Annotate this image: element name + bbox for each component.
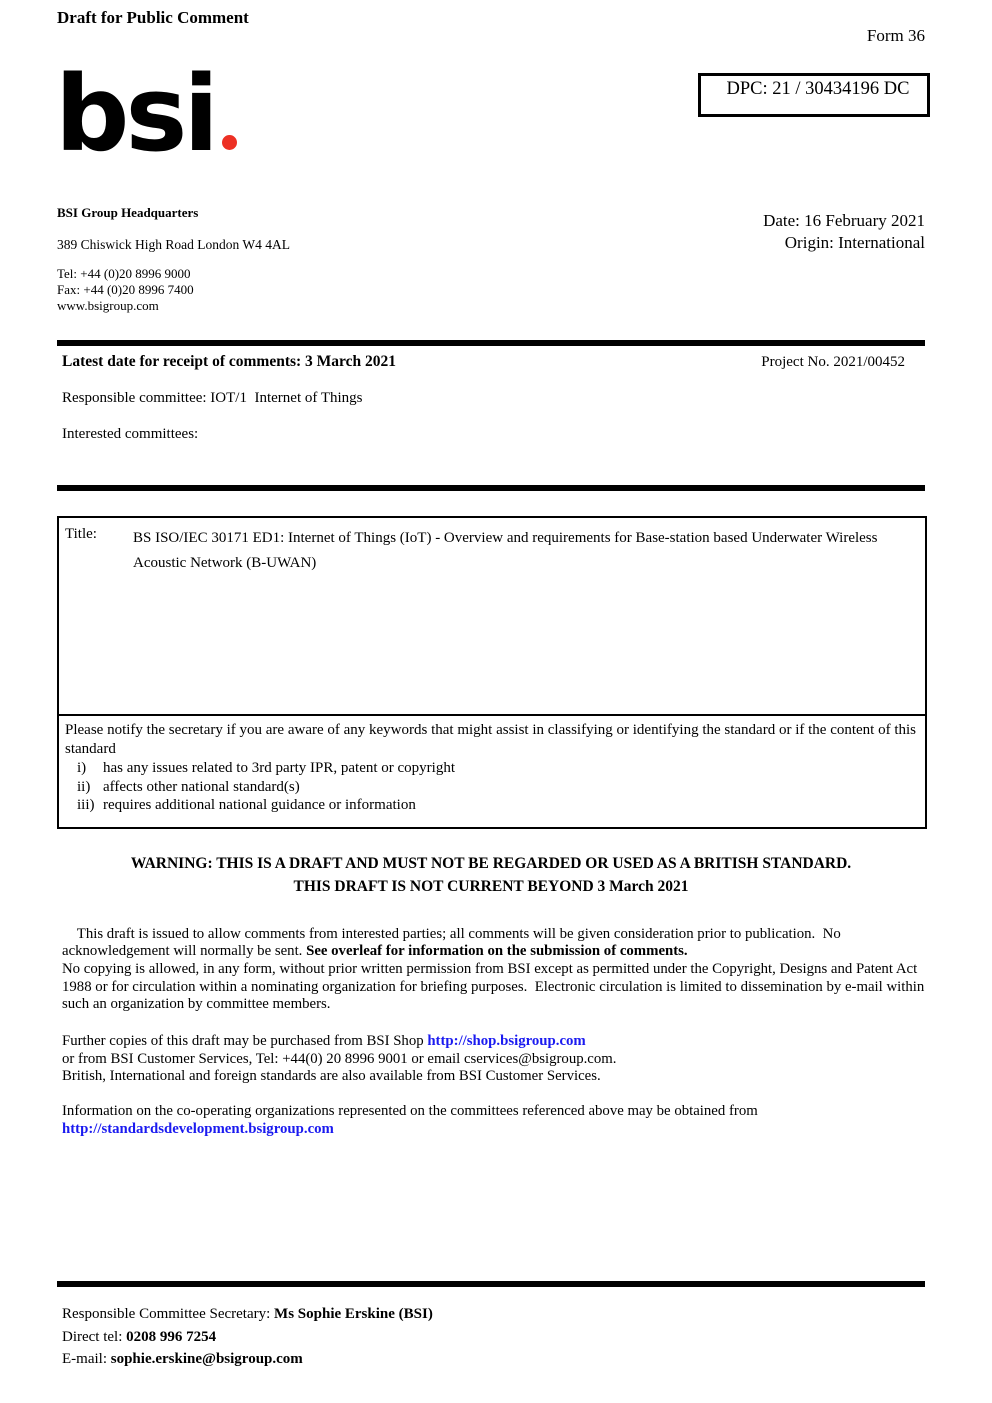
interested-committees: Interested committees: (62, 426, 199, 442)
project-number: Project No. 2021/00452 (761, 354, 905, 370)
list-item-number: i) (77, 760, 87, 776)
list-item (65, 796, 919, 815)
hq-fax: Fax: +44 (0)20 8996 7400 (57, 282, 194, 297)
horizontal-rule-top (57, 340, 925, 346)
notify-secretary-section (59, 714, 925, 827)
hq-tel: Tel: +44 (0)20 8996 9000 (57, 266, 191, 281)
paragraph-cooperating-orgs (62, 1103, 926, 1138)
date-origin-block (763, 210, 925, 254)
list-item-text: has any issues related to 3rd party IPR, patent or copyright (103, 760, 456, 776)
hq-website: www.bsigroup.com (57, 298, 159, 313)
standard-title: BS ISO/IEC 30171 ED1: Internet of Things (IoT) - Overview and requirements for Base-station based Underwater Wireless Acoustic Network (B-UWAN) (133, 530, 878, 571)
document-origin: Origin: International (784, 233, 925, 252)
comments-meta-row (57, 353, 925, 371)
horizontal-rule-middle (57, 485, 925, 491)
form-number: Form 36 (866, 26, 925, 45)
bsi-logo-dot-icon (222, 135, 237, 150)
notify-items (65, 759, 919, 815)
bsi-shop-link[interactable]: http://shop.bsigroup.com (427, 1033, 586, 1049)
footer-contact-block (62, 1303, 433, 1371)
see-overleaf-note: See overleaf for information on the submission of comments. (306, 943, 688, 960)
paragraph-no-copying: No copying is allowed, in any form, without prior written permission from BSI except as permitted under the Copyright, Designs and Patent Act 1988 or for circulation within a nominating organization for briefing purposes. Electronic circulation is limited to dissemination by e-mail within such an organization by committee members. (62, 961, 928, 1013)
email-label: E-mail: (62, 1351, 111, 1367)
further-copies-text: Further copies of this draft may be purchased from BSI Shop (62, 1033, 428, 1049)
dpc-number: DPC: 21 / 30434196 DC (726, 79, 910, 99)
list-item-number: ii) (77, 778, 91, 795)
secretary-name: Ms Sophie Erskine (BSI) (274, 1306, 433, 1322)
responsible-committee: Responsible committee: IOT/1 Internet of Things (62, 390, 363, 406)
horizontal-rule-bottom (57, 1281, 925, 1287)
committee-secretary-line (62, 1303, 433, 1326)
bsi-logo-text: bsi (55, 53, 215, 175)
title-info-box (57, 516, 927, 829)
draft-warning (57, 852, 925, 898)
list-item-text: requires additional national guidance or information (103, 797, 416, 813)
bsi-logo (55, 53, 237, 175)
document-date: Date: 16 February 2021 (763, 211, 925, 230)
customer-services-line: or from BSI Customer Services, Tel: +44(0) 20 8996 9001 or email cservices@bsigroup.com. (62, 1050, 617, 1067)
standards-development-link[interactable]: http://standardsdevelopment.bsigroup.com (62, 1120, 334, 1137)
direct-tel-number: 0208 996 7254 (126, 1328, 217, 1345)
direct-tel-line (62, 1326, 433, 1349)
email-address: sophie.erskine@bsigroup.com (110, 1351, 303, 1367)
secretary-label: Responsible Committee Secretary: (62, 1306, 275, 1322)
paragraph-further-copies (62, 1033, 926, 1086)
british-international-line: British, International and foreign standards are also available from BSI Customer Services. (62, 1068, 601, 1085)
further-copies-line (62, 1033, 926, 1051)
list-item (65, 759, 919, 778)
latest-date-for-comments: Latest date for receipt of comments: 3 March 2021 (62, 353, 397, 370)
email-line (62, 1348, 433, 1371)
hq-name: BSI Group Headquarters (57, 205, 199, 220)
warning-line-2: THIS DRAFT IS NOT CURRENT BEYOND 3 March 2021 (293, 878, 689, 895)
direct-tel-label: Direct tel: (62, 1328, 127, 1345)
headquarters-address (57, 205, 377, 314)
cooperating-orgs-text: Information on the co-operating organizations represented on the committees referenced above may be obtained from (62, 1103, 758, 1119)
title-label: Title: (65, 526, 97, 542)
list-item-number: iii) (77, 797, 95, 813)
notify-intro: Please notify the secretary if you are aware of any keywords that might assist in classifying or identifying the standard or if the content of this standard (65, 722, 917, 757)
list-item-text: affects other national standard(s) (103, 778, 300, 795)
warning-line-1: WARNING: THIS IS A DRAFT AND MUST NOT BE REGARDED OR USED AS A BRITISH STANDARD. (130, 855, 852, 872)
dpc-number-box (698, 73, 930, 117)
list-item (65, 778, 919, 797)
draft-for-public-comment-heading: Draft for Public Comment (57, 8, 249, 27)
hq-street: 389 Chiswick High Road London W4 4AL (57, 237, 290, 252)
title-row (59, 518, 925, 714)
draft-issued-text: This draft is issued to allow comments from interested parties; all comments will be given consideration prior to publication. No acknowledgement will normally be sent. (62, 925, 845, 960)
